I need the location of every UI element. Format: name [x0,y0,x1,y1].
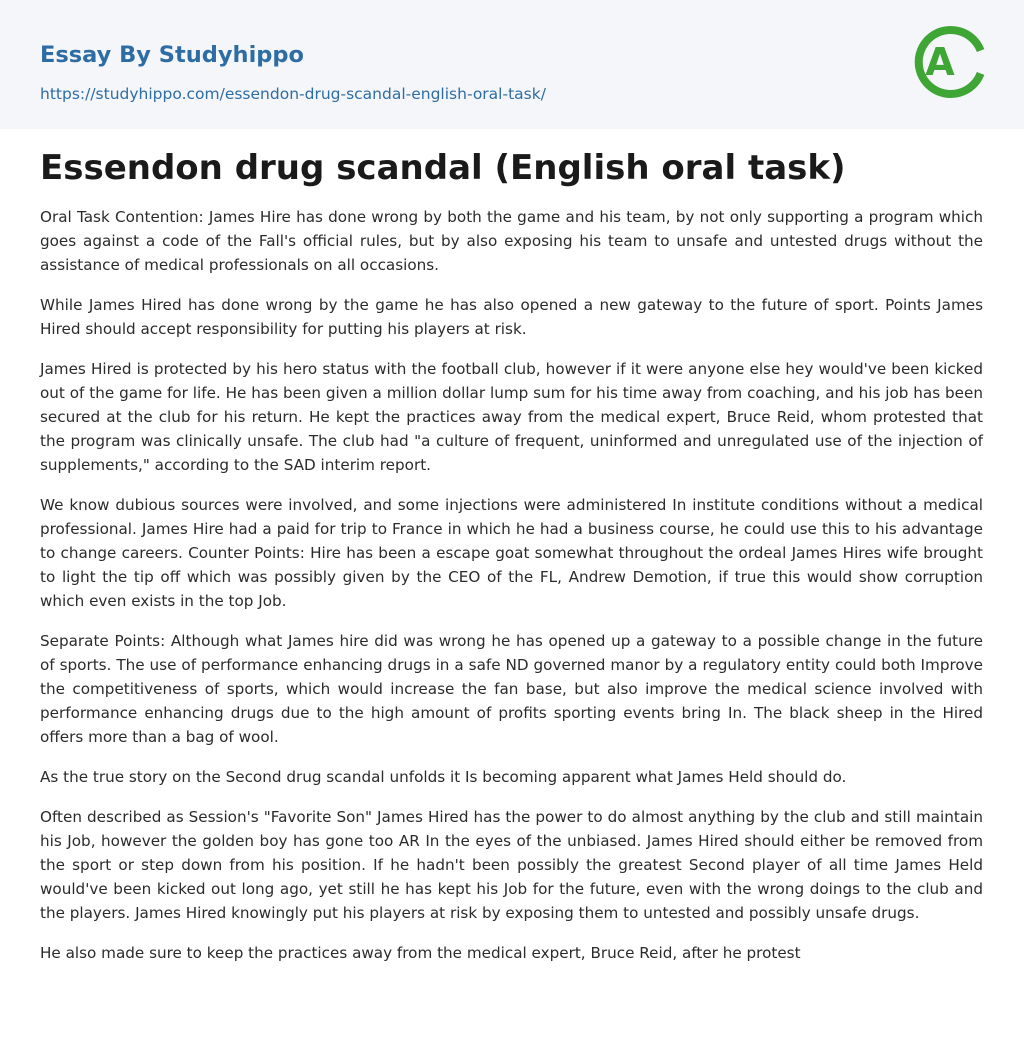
logo-letter: A [925,40,955,84]
article-paragraph-8: He also made sure to keep the practices away from the medical expert, Bruce Reid, after he protest [40,944,801,962]
article-paragraph-7: Often described as Session's "Favorite Son" James Hired has the power to do almost anything by the club and still maintain his Job, however the golden boy has gone too AR In the eyes of the unbiased. James Hired should either be removed from the sport or step down from his position. If he hadn't been possibly the greatest Second player of all time James Held would've been kicked out long ago, yet still he has kept his Job for the future, even with the wrong doings to the club and the players. James Hired knowingly put his players at risk by exposing them to untested and possibly unsafe drugs. [40,808,983,922]
article-paragraph-4: We know dubious sources were involved, and some injections were administered In institute conditions without a medical professional. James Hire had a paid for trip to France in which he had a business course, he could use this to his advantage to change careers. Counter Points: Hire has been a escape goat somewhat throughout the ordeal James Hires wife brought to light the tip off which was possibly given by the CEO of the FL, Andrew Demotion, if true this would show corruption which even exists in the top Job. [40,496,983,610]
studyhippo-logo-icon[interactable] [912,19,986,105]
article-title: Essendon drug scandal (English oral task) [40,148,846,188]
article-paragraph-3: James Hired is protected by his hero status with the football club, however if it were anyone else hey would've been kicked out of the game for life. He has been given a million dollar lump sum for his time away from coaching, and his job has been secured at the club for his return. He kept the practices away from the medical expert, Bruce Reid, whom protested that the program was clinically unsafe. The club had "a culture of frequent, uninformed and unregulated use of the injection of supplements," according to the SAD interim report. [40,360,983,474]
article-paragraph-1: Oral Task Contention: James Hire has done wrong by both the game and his team, by not only supporting a program which goes against a code of the Fall's official rules, but by also exposing his team to unsafe and untested drugs without the assistance of medical professionals on all occasions. [40,208,983,274]
article-paragraph-5: Separate Points: Although what James hire did was wrong he has opened up a gateway to a possible change in the future of sports. The use of performance enhancing drugs in a safe ND governed manor by a regulatory entity could both Improve the competitiveness of sports, which would increase the fan base, but also improve the medical science involved with performance enhancing drugs due to the high amount of profits sporting events bring In. The black sheep in the Hired offers more than a bag of wool. [40,632,983,746]
article-paragraph-6: As the true story on the Second drug scandal unfolds it Is becoming apparent what James Held should do. [40,768,847,786]
article [40,146,983,981]
site-brand[interactable]: Essay By Studyhippo [40,42,304,68]
article-paragraph-2: While James Hired has done wrong by the game he has also opened a new gateway to the future of sport. Points James Hired should accept responsibility for putting his players at risk. [40,296,983,338]
site-header [0,0,1024,129]
essay-url-link[interactable]: https://studyhippo.com/essendon-drug-scandal-english-oral-task/ [40,85,546,103]
